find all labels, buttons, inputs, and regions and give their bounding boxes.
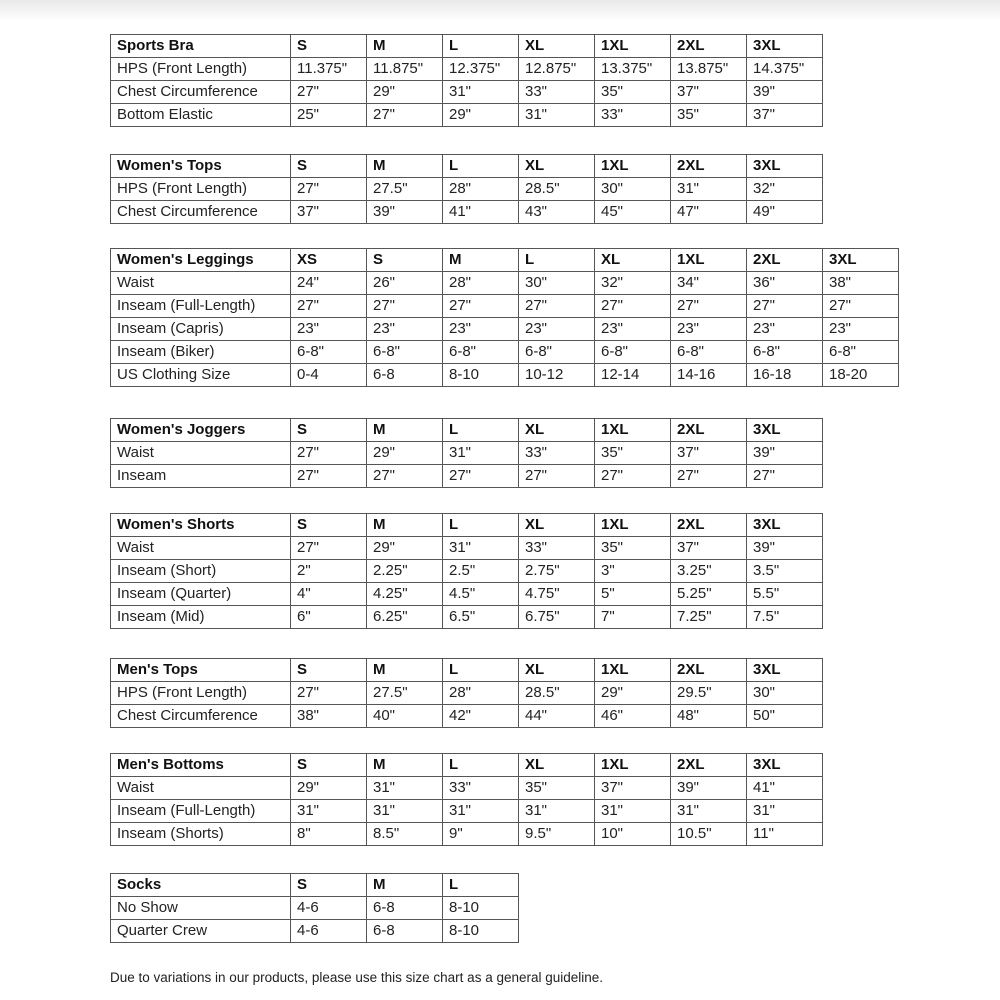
- table-cell: 27": [367, 465, 443, 488]
- table-cell: 37": [291, 201, 367, 224]
- table-header-row: [111, 659, 823, 682]
- measurement-label: Inseam (Biker): [111, 341, 291, 364]
- table-row: [111, 442, 823, 465]
- size-header-cell: XL: [519, 754, 595, 777]
- size-header-cell: XS: [291, 249, 367, 272]
- size-header-cell: XL: [519, 419, 595, 442]
- table-cell: 4.75": [519, 583, 595, 606]
- size-header-cell: S: [291, 874, 367, 897]
- size-header-cell: 2XL: [671, 155, 747, 178]
- table-cell: 29": [367, 537, 443, 560]
- measurement-label: Inseam: [111, 465, 291, 488]
- size-header-cell: 3XL: [747, 155, 823, 178]
- table-cell: 23": [443, 318, 519, 341]
- table-cell: 31": [671, 178, 747, 201]
- size-header-cell: 3XL: [747, 754, 823, 777]
- table-cell: 31": [443, 537, 519, 560]
- table-cell: 6-8: [367, 897, 443, 920]
- table-cell: 27": [291, 537, 367, 560]
- table-cell: 31": [291, 800, 367, 823]
- measurement-label: Inseam (Full-Length): [111, 800, 291, 823]
- table-cell: 28": [443, 178, 519, 201]
- table-cell: 12-14: [595, 364, 671, 387]
- table-cell: 7.25": [671, 606, 747, 629]
- table-cell: 39": [747, 537, 823, 560]
- table-cell: 23": [823, 318, 899, 341]
- womens-tops-table: [110, 154, 823, 224]
- table-cell: 23": [747, 318, 823, 341]
- table-cell: 27": [595, 295, 671, 318]
- size-header-cell: 2XL: [671, 514, 747, 537]
- table-cell: 49": [747, 201, 823, 224]
- measurement-label: HPS (Front Length): [111, 682, 291, 705]
- size-header-cell: 2XL: [747, 249, 823, 272]
- table-cell: 12.375": [443, 58, 519, 81]
- table-cell: 10-12: [519, 364, 595, 387]
- table-cell: 39": [671, 777, 747, 800]
- top-shadow: [0, 0, 1000, 22]
- table-cell: 5.25": [671, 583, 747, 606]
- table-header-row: [111, 874, 519, 897]
- mens-tops-table: [110, 658, 823, 728]
- size-header-cell: M: [367, 514, 443, 537]
- size-header-cell: 3XL: [823, 249, 899, 272]
- table-cell: 40": [367, 705, 443, 728]
- size-header-cell: 1XL: [595, 659, 671, 682]
- table-cell: 2": [291, 560, 367, 583]
- table-header-row: [111, 514, 823, 537]
- table-title: Socks: [111, 874, 291, 897]
- table-cell: 31": [367, 777, 443, 800]
- table-cell: 10.5": [671, 823, 747, 846]
- table-cell: 13.875": [671, 58, 747, 81]
- size-header-cell: 1XL: [671, 249, 747, 272]
- size-header-cell: S: [291, 514, 367, 537]
- size-header-cell: XL: [595, 249, 671, 272]
- table-title: Men's Tops: [111, 659, 291, 682]
- measurement-label: Bottom Elastic: [111, 104, 291, 127]
- table-cell: 23": [519, 318, 595, 341]
- table-cell: 6.25": [367, 606, 443, 629]
- socks-table: [110, 873, 519, 943]
- table-row: [111, 682, 823, 705]
- table-cell: 11.375": [291, 58, 367, 81]
- size-header-cell: M: [443, 249, 519, 272]
- table-cell: 30": [519, 272, 595, 295]
- table-cell: 27": [443, 465, 519, 488]
- womens-shorts-table: [110, 513, 823, 629]
- table-cell: 14-16: [671, 364, 747, 387]
- table-cell: 27": [747, 465, 823, 488]
- table-cell: 32": [595, 272, 671, 295]
- size-header-cell: M: [367, 419, 443, 442]
- table-cell: 41": [747, 777, 823, 800]
- table-row: [111, 606, 823, 629]
- table-cell: 4.25": [367, 583, 443, 606]
- table-cell: 5": [595, 583, 671, 606]
- table-cell: 23": [595, 318, 671, 341]
- table-header-row: [111, 249, 899, 272]
- table-cell: 31": [443, 442, 519, 465]
- table-cell: 8-10: [443, 897, 519, 920]
- table-cell: 34": [671, 272, 747, 295]
- table-header-row: [111, 35, 823, 58]
- table-row: [111, 800, 823, 823]
- table-cell: 3": [595, 560, 671, 583]
- table-cell: 6-8": [747, 341, 823, 364]
- measurement-label: No Show: [111, 897, 291, 920]
- size-header-cell: S: [367, 249, 443, 272]
- table-cell: 27": [291, 295, 367, 318]
- table-title: Women's Shorts: [111, 514, 291, 537]
- table-row: [111, 465, 823, 488]
- size-header-cell: M: [367, 874, 443, 897]
- size-header-cell: M: [367, 155, 443, 178]
- table-cell: 31": [443, 81, 519, 104]
- size-header-cell: XL: [519, 514, 595, 537]
- table-cell: 29": [595, 682, 671, 705]
- table-row: [111, 897, 519, 920]
- table-cell: 2.5": [443, 560, 519, 583]
- table-cell: 35": [595, 537, 671, 560]
- size-header-cell: 1XL: [595, 514, 671, 537]
- measurement-label: Inseam (Full-Length): [111, 295, 291, 318]
- table-header-row: [111, 155, 823, 178]
- table-row: [111, 777, 823, 800]
- table-cell: 27": [823, 295, 899, 318]
- size-header-cell: L: [443, 754, 519, 777]
- table-row: [111, 537, 823, 560]
- size-header-cell: 2XL: [671, 35, 747, 58]
- table-cell: 23": [367, 318, 443, 341]
- table-cell: 39": [367, 201, 443, 224]
- table-row: [111, 560, 823, 583]
- mens-bottoms-table: [110, 753, 823, 846]
- table-cell: 3.5": [747, 560, 823, 583]
- table-cell: 44": [519, 705, 595, 728]
- measurement-label: Inseam (Shorts): [111, 823, 291, 846]
- table-cell: 6.75": [519, 606, 595, 629]
- table-cell: 33": [519, 442, 595, 465]
- table-row: [111, 364, 899, 387]
- table-row: [111, 318, 899, 341]
- table-cell: 24": [291, 272, 367, 295]
- table-cell: 9": [443, 823, 519, 846]
- table-cell: 30": [747, 682, 823, 705]
- table-cell: 13.375": [595, 58, 671, 81]
- table-cell: 23": [671, 318, 747, 341]
- measurement-label: Waist: [111, 442, 291, 465]
- table-cell: 9.5": [519, 823, 595, 846]
- table-cell: 2.75": [519, 560, 595, 583]
- table-cell: 8-10: [443, 920, 519, 943]
- table-cell: 6-8": [291, 341, 367, 364]
- table-cell: 6-8": [823, 341, 899, 364]
- table-cell: 36": [747, 272, 823, 295]
- size-header-cell: 1XL: [595, 155, 671, 178]
- size-header-cell: 3XL: [747, 35, 823, 58]
- size-header-cell: M: [367, 35, 443, 58]
- table-row: [111, 920, 519, 943]
- size-header-cell: S: [291, 754, 367, 777]
- table-cell: 30": [595, 178, 671, 201]
- size-header-cell: S: [291, 659, 367, 682]
- table-cell: 27": [671, 465, 747, 488]
- table-cell: 6.5": [443, 606, 519, 629]
- table-cell: 31": [595, 800, 671, 823]
- table-cell: 29": [443, 104, 519, 127]
- table-cell: 27": [671, 295, 747, 318]
- table-cell: 6-8": [671, 341, 747, 364]
- table-row: [111, 583, 823, 606]
- table-cell: 41": [443, 201, 519, 224]
- table-cell: 35": [519, 777, 595, 800]
- measurement-label: Waist: [111, 777, 291, 800]
- measurement-label: Waist: [111, 537, 291, 560]
- table-cell: 33": [519, 81, 595, 104]
- size-header-cell: 1XL: [595, 35, 671, 58]
- table-row: [111, 272, 899, 295]
- table-cell: 2.25": [367, 560, 443, 583]
- table-cell: 6-8: [367, 920, 443, 943]
- table-cell: 27": [291, 465, 367, 488]
- size-header-cell: 2XL: [671, 419, 747, 442]
- table-cell: 8": [291, 823, 367, 846]
- table-cell: 32": [747, 178, 823, 201]
- table-cell: 29": [291, 777, 367, 800]
- table-cell: 0-4: [291, 364, 367, 387]
- table-cell: 23": [291, 318, 367, 341]
- table-row: [111, 58, 823, 81]
- measurement-label: Chest Circumference: [111, 705, 291, 728]
- measurement-label: Inseam (Mid): [111, 606, 291, 629]
- table-cell: 39": [747, 81, 823, 104]
- size-header-cell: S: [291, 419, 367, 442]
- table-cell: 18-20: [823, 364, 899, 387]
- table-cell: 35": [595, 442, 671, 465]
- table-cell: 6-8": [519, 341, 595, 364]
- table-cell: 46": [595, 705, 671, 728]
- table-cell: 50": [747, 705, 823, 728]
- womens-leggings-table: [110, 248, 899, 387]
- size-header-cell: 3XL: [747, 514, 823, 537]
- size-header-cell: 2XL: [671, 659, 747, 682]
- womens-joggers-table: [110, 418, 823, 488]
- size-header-cell: L: [443, 155, 519, 178]
- measurement-label: Chest Circumference: [111, 201, 291, 224]
- size-header-cell: M: [367, 754, 443, 777]
- table-row: [111, 705, 823, 728]
- table-row: [111, 104, 823, 127]
- size-header-cell: 1XL: [595, 419, 671, 442]
- table-title: Women's Tops: [111, 155, 291, 178]
- table-cell: 38": [823, 272, 899, 295]
- measurement-label: Inseam (Short): [111, 560, 291, 583]
- table-row: [111, 201, 823, 224]
- table-cell: 48": [671, 705, 747, 728]
- size-header-cell: 1XL: [595, 754, 671, 777]
- table-title: Men's Bottoms: [111, 754, 291, 777]
- table-row: [111, 341, 899, 364]
- table-cell: 37": [671, 537, 747, 560]
- table-cell: 27": [291, 682, 367, 705]
- sports-bra-table: [110, 34, 823, 127]
- table-cell: 28.5": [519, 178, 595, 201]
- table-cell: 5.5": [747, 583, 823, 606]
- measurement-label: HPS (Front Length): [111, 58, 291, 81]
- table-cell: 45": [595, 201, 671, 224]
- measurement-label: Waist: [111, 272, 291, 295]
- table-cell: 37": [671, 442, 747, 465]
- table-cell: 37": [747, 104, 823, 127]
- size-header-cell: 2XL: [671, 754, 747, 777]
- table-cell: 8-10: [443, 364, 519, 387]
- table-cell: 43": [519, 201, 595, 224]
- table-row: [111, 81, 823, 104]
- table-cell: 35": [595, 81, 671, 104]
- table-cell: 25": [291, 104, 367, 127]
- size-header-cell: L: [443, 659, 519, 682]
- table-cell: 8.5": [367, 823, 443, 846]
- table-cell: 42": [443, 705, 519, 728]
- measurement-label: Inseam (Capris): [111, 318, 291, 341]
- table-cell: 11.875": [367, 58, 443, 81]
- table-cell: 29": [367, 81, 443, 104]
- table-cell: 6-8": [367, 341, 443, 364]
- table-header-row: [111, 419, 823, 442]
- table-cell: 6-8": [595, 341, 671, 364]
- measurement-label: HPS (Front Length): [111, 178, 291, 201]
- table-cell: 27.5": [367, 682, 443, 705]
- size-header-cell: S: [291, 35, 367, 58]
- size-header-cell: XL: [519, 35, 595, 58]
- size-header-cell: L: [443, 514, 519, 537]
- table-cell: 29.5": [671, 682, 747, 705]
- table-cell: 4.5": [443, 583, 519, 606]
- size-header-cell: S: [291, 155, 367, 178]
- table-cell: 33": [595, 104, 671, 127]
- table-cell: 27": [367, 104, 443, 127]
- table-cell: 4-6: [291, 897, 367, 920]
- table-cell: 12.875": [519, 58, 595, 81]
- table-title: Sports Bra: [111, 35, 291, 58]
- table-cell: 37": [671, 81, 747, 104]
- table-cell: 14.375": [747, 58, 823, 81]
- table-cell: 26": [367, 272, 443, 295]
- table-cell: 27": [367, 295, 443, 318]
- table-cell: 31": [443, 800, 519, 823]
- table-cell: 29": [367, 442, 443, 465]
- table-row: [111, 295, 899, 318]
- table-row: [111, 823, 823, 846]
- table-cell: 27": [443, 295, 519, 318]
- table-cell: 27": [291, 178, 367, 201]
- size-header-cell: M: [367, 659, 443, 682]
- table-cell: 27": [291, 442, 367, 465]
- table-header-row: [111, 754, 823, 777]
- table-cell: 27": [291, 81, 367, 104]
- table-cell: 27": [519, 295, 595, 318]
- table-cell: 35": [671, 104, 747, 127]
- measurement-label: Chest Circumference: [111, 81, 291, 104]
- table-cell: 16-18: [747, 364, 823, 387]
- table-cell: 31": [671, 800, 747, 823]
- measurement-label: US Clothing Size: [111, 364, 291, 387]
- size-header-cell: 3XL: [747, 419, 823, 442]
- footer-note: Due to variations in our products, please use this size chart as a general guideline.: [110, 970, 604, 985]
- table-cell: 37": [595, 777, 671, 800]
- table-title: Women's Joggers: [111, 419, 291, 442]
- table-cell: 28": [443, 682, 519, 705]
- table-cell: 31": [367, 800, 443, 823]
- table-cell: 4": [291, 583, 367, 606]
- table-cell: 3.25": [671, 560, 747, 583]
- table-cell: 28": [443, 272, 519, 295]
- size-header-cell: L: [443, 419, 519, 442]
- size-header-cell: L: [443, 35, 519, 58]
- table-cell: 27": [519, 465, 595, 488]
- measurement-label: Inseam (Quarter): [111, 583, 291, 606]
- table-row: [111, 178, 823, 201]
- table-cell: 27": [595, 465, 671, 488]
- table-cell: 31": [519, 800, 595, 823]
- table-cell: 7": [595, 606, 671, 629]
- size-header-cell: 3XL: [747, 659, 823, 682]
- table-cell: 33": [519, 537, 595, 560]
- table-cell: 10": [595, 823, 671, 846]
- table-cell: 6": [291, 606, 367, 629]
- table-cell: 31": [519, 104, 595, 127]
- table-cell: 38": [291, 705, 367, 728]
- table-cell: 6-8": [443, 341, 519, 364]
- table-cell: 33": [443, 777, 519, 800]
- table-cell: 47": [671, 201, 747, 224]
- table-cell: 27.5": [367, 178, 443, 201]
- table-cell: 4-6: [291, 920, 367, 943]
- table-cell: 6-8: [367, 364, 443, 387]
- table-cell: 27": [747, 295, 823, 318]
- table-cell: 11": [747, 823, 823, 846]
- table-title: Women's Leggings: [111, 249, 291, 272]
- size-header-cell: XL: [519, 155, 595, 178]
- table-cell: 31": [747, 800, 823, 823]
- size-header-cell: L: [443, 874, 519, 897]
- table-cell: 7.5": [747, 606, 823, 629]
- table-cell: 28.5": [519, 682, 595, 705]
- table-cell: 39": [747, 442, 823, 465]
- size-header-cell: L: [519, 249, 595, 272]
- size-header-cell: XL: [519, 659, 595, 682]
- measurement-label: Quarter Crew: [111, 920, 291, 943]
